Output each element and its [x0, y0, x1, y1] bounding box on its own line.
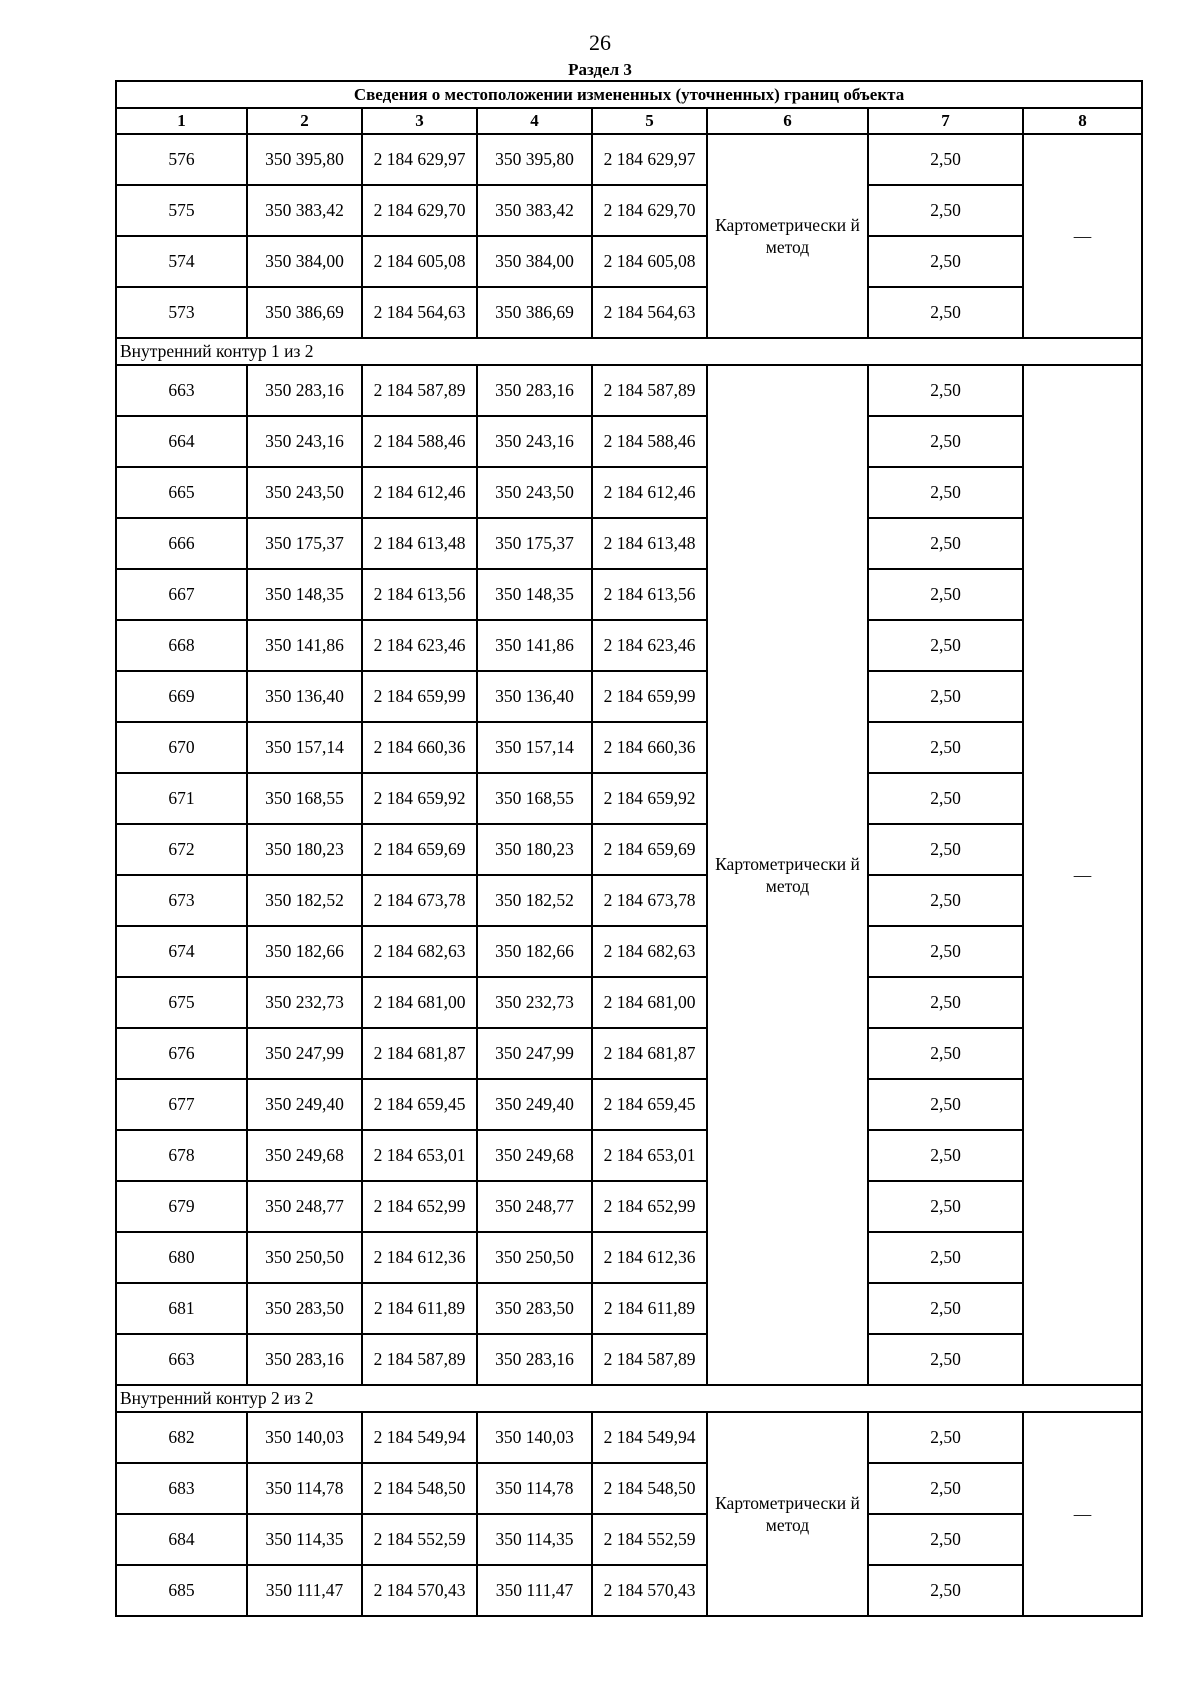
point-number-cell: 669 [116, 671, 247, 722]
y-new-cell: 2 184 564,63 [592, 287, 707, 338]
y-existing-cell: 2 184 681,00 [362, 977, 477, 1028]
accuracy-cell: 2,50 [868, 773, 1023, 824]
x-existing-cell: 350 383,42 [247, 185, 362, 236]
x-new-cell: 350 250,50 [477, 1232, 592, 1283]
point-number-cell: 668 [116, 620, 247, 671]
table-row [116, 1514, 1142, 1565]
y-new-cell: 2 184 629,97 [592, 134, 707, 185]
accuracy-cell: 2,50 [868, 1412, 1023, 1463]
y-new-cell: 2 184 659,92 [592, 773, 707, 824]
y-new-cell: 2 184 587,89 [592, 1334, 707, 1385]
x-existing-cell: 350 250,50 [247, 1232, 362, 1283]
table-row [116, 671, 1142, 722]
x-existing-cell: 350 249,68 [247, 1130, 362, 1181]
point-number-cell: 675 [116, 977, 247, 1028]
table-row [116, 1232, 1142, 1283]
y-existing-cell: 2 184 682,63 [362, 926, 477, 977]
y-existing-cell: 2 184 612,36 [362, 1232, 477, 1283]
y-new-cell: 2 184 548,50 [592, 1463, 707, 1514]
point-number-cell: 670 [116, 722, 247, 773]
table-row [116, 1181, 1142, 1232]
point-number-cell: 677 [116, 1079, 247, 1130]
table-row [116, 365, 1142, 416]
y-new-cell: 2 184 549,94 [592, 1412, 707, 1463]
point-number-cell: 674 [116, 926, 247, 977]
table-row [116, 569, 1142, 620]
y-new-cell: 2 184 652,99 [592, 1181, 707, 1232]
x-existing-cell: 350 243,50 [247, 467, 362, 518]
table-row [116, 518, 1142, 569]
point-number-cell: 573 [116, 287, 247, 338]
x-new-cell: 350 182,66 [477, 926, 592, 977]
x-new-cell: 350 182,52 [477, 875, 592, 926]
x-existing-cell: 350 395,80 [247, 134, 362, 185]
table-row [116, 416, 1142, 467]
x-new-cell: 350 243,50 [477, 467, 592, 518]
accuracy-cell: 2,50 [868, 824, 1023, 875]
x-existing-cell: 350 232,73 [247, 977, 362, 1028]
accuracy-cell: 2,50 [868, 134, 1023, 185]
x-new-cell: 350 247,99 [477, 1028, 592, 1079]
x-existing-cell: 350 283,16 [247, 1334, 362, 1385]
table-row [116, 1283, 1142, 1334]
point-number-cell: 681 [116, 1283, 247, 1334]
point-number-cell: 576 [116, 134, 247, 185]
accuracy-cell: 2,50 [868, 467, 1023, 518]
column-header: 3 [362, 108, 477, 134]
x-new-cell: 350 395,80 [477, 134, 592, 185]
x-existing-cell: 350 114,35 [247, 1514, 362, 1565]
x-new-cell: 350 111,47 [477, 1565, 592, 1616]
x-existing-cell: 350 384,00 [247, 236, 362, 287]
y-new-cell: 2 184 587,89 [592, 365, 707, 416]
y-new-cell: 2 184 629,70 [592, 185, 707, 236]
y-existing-cell: 2 184 613,48 [362, 518, 477, 569]
y-new-cell: 2 184 612,36 [592, 1232, 707, 1283]
contour-label: Внутренний контур 2 из 2 [116, 1385, 1142, 1412]
x-existing-cell: 350 182,66 [247, 926, 362, 977]
table-row [116, 467, 1142, 518]
x-new-cell: 350 248,77 [477, 1181, 592, 1232]
table-row [116, 875, 1142, 926]
point-number-cell: 676 [116, 1028, 247, 1079]
point-number-cell: 671 [116, 773, 247, 824]
table-row [116, 1130, 1142, 1181]
table-row [116, 1565, 1142, 1616]
table-title-row [116, 81, 1142, 108]
y-existing-cell: 2 184 652,99 [362, 1181, 477, 1232]
point-number-cell: 666 [116, 518, 247, 569]
point-number-cell: 678 [116, 1130, 247, 1181]
table-row [116, 185, 1142, 236]
x-new-cell: 350 249,68 [477, 1130, 592, 1181]
accuracy-cell: 2,50 [868, 185, 1023, 236]
y-existing-cell: 2 184 660,36 [362, 722, 477, 773]
y-existing-cell: 2 184 587,89 [362, 365, 477, 416]
x-new-cell: 350 148,35 [477, 569, 592, 620]
accuracy-cell: 2,50 [868, 722, 1023, 773]
y-existing-cell: 2 184 612,46 [362, 467, 477, 518]
point-number-cell: 665 [116, 467, 247, 518]
x-new-cell: 350 140,03 [477, 1412, 592, 1463]
accuracy-cell: 2,50 [868, 236, 1023, 287]
accuracy-cell: 2,50 [868, 1130, 1023, 1181]
x-new-cell: 350 243,16 [477, 416, 592, 467]
y-existing-cell: 2 184 659,69 [362, 824, 477, 875]
x-existing-cell: 350 249,40 [247, 1079, 362, 1130]
point-number-cell: 680 [116, 1232, 247, 1283]
y-existing-cell: 2 184 605,08 [362, 236, 477, 287]
y-new-cell: 2 184 623,46 [592, 620, 707, 671]
point-number-cell: 672 [116, 824, 247, 875]
x-existing-cell: 350 141,86 [247, 620, 362, 671]
x-existing-cell: 350 180,23 [247, 824, 362, 875]
table-row [116, 1463, 1142, 1514]
section-title: Раздел 3 [568, 60, 632, 79]
y-existing-cell: 2 184 623,46 [362, 620, 477, 671]
x-existing-cell: 350 243,16 [247, 416, 362, 467]
table-row [116, 134, 1142, 185]
accuracy-cell: 2,50 [868, 875, 1023, 926]
x-new-cell: 350 384,00 [477, 236, 592, 287]
method-cell: Картометрически й метод [707, 365, 868, 1385]
column-header: 6 [707, 108, 868, 134]
y-new-cell: 2 184 613,56 [592, 569, 707, 620]
x-new-cell: 350 283,16 [477, 1334, 592, 1385]
x-existing-cell: 350 182,52 [247, 875, 362, 926]
y-existing-cell: 2 184 588,46 [362, 416, 477, 467]
y-new-cell: 2 184 612,46 [592, 467, 707, 518]
x-new-cell: 350 168,55 [477, 773, 592, 824]
y-existing-cell: 2 184 659,99 [362, 671, 477, 722]
accuracy-cell: 2,50 [868, 1283, 1023, 1334]
point-number-cell: 574 [116, 236, 247, 287]
x-existing-cell: 350 111,47 [247, 1565, 362, 1616]
accuracy-cell: 2,50 [868, 518, 1023, 569]
contour-label-row [116, 1385, 1142, 1412]
y-new-cell: 2 184 682,63 [592, 926, 707, 977]
x-new-cell: 350 180,23 [477, 824, 592, 875]
y-existing-cell: 2 184 611,89 [362, 1283, 477, 1334]
y-existing-cell: 2 184 570,43 [362, 1565, 477, 1616]
point-number-cell: 663 [116, 365, 247, 416]
point-number-cell: 683 [116, 1463, 247, 1514]
y-new-cell: 2 184 681,87 [592, 1028, 707, 1079]
column-header: 4 [477, 108, 592, 134]
accuracy-cell: 2,50 [868, 926, 1023, 977]
accuracy-cell: 2,50 [868, 1463, 1023, 1514]
y-existing-cell: 2 184 613,56 [362, 569, 477, 620]
y-new-cell: 2 184 660,36 [592, 722, 707, 773]
x-existing-cell: 350 157,14 [247, 722, 362, 773]
y-existing-cell: 2 184 681,87 [362, 1028, 477, 1079]
coordinates-table [115, 80, 1143, 1617]
y-existing-cell: 2 184 549,94 [362, 1412, 477, 1463]
x-new-cell: 350 249,40 [477, 1079, 592, 1130]
table-row [116, 1412, 1142, 1463]
page-number: 26 [589, 30, 611, 55]
table-title: Сведения о местоположении измененных (уточненных) границ объекта [116, 81, 1142, 108]
accuracy-cell: 2,50 [868, 977, 1023, 1028]
accuracy-cell: 2,50 [868, 365, 1023, 416]
table-row [116, 1334, 1142, 1385]
y-existing-cell: 2 184 659,45 [362, 1079, 477, 1130]
point-number-cell: 575 [116, 185, 247, 236]
y-new-cell: 2 184 681,00 [592, 977, 707, 1028]
accuracy-cell: 2,50 [868, 416, 1023, 467]
y-new-cell: 2 184 659,45 [592, 1079, 707, 1130]
y-existing-cell: 2 184 548,50 [362, 1463, 477, 1514]
y-existing-cell: 2 184 564,63 [362, 287, 477, 338]
y-new-cell: 2 184 673,78 [592, 875, 707, 926]
y-existing-cell: 2 184 659,92 [362, 773, 477, 824]
method-cell: Картометрически й метод [707, 1412, 868, 1616]
x-existing-cell: 350 248,77 [247, 1181, 362, 1232]
x-existing-cell: 350 247,99 [247, 1028, 362, 1079]
table-row [116, 926, 1142, 977]
accuracy-cell: 2,50 [868, 1232, 1023, 1283]
x-new-cell: 350 283,16 [477, 365, 592, 416]
y-new-cell: 2 184 552,59 [592, 1514, 707, 1565]
x-new-cell: 350 136,40 [477, 671, 592, 722]
point-number-cell: 667 [116, 569, 247, 620]
note-cell: — [1023, 1412, 1142, 1616]
point-number-cell: 685 [116, 1565, 247, 1616]
accuracy-cell: 2,50 [868, 287, 1023, 338]
accuracy-cell: 2,50 [868, 1334, 1023, 1385]
x-existing-cell: 350 148,35 [247, 569, 362, 620]
column-header-row [116, 108, 1142, 134]
note-cell: — [1023, 365, 1142, 1385]
accuracy-cell: 2,50 [868, 1565, 1023, 1616]
column-header: 2 [247, 108, 362, 134]
table-row [116, 722, 1142, 773]
table-row [116, 1079, 1142, 1130]
x-new-cell: 350 386,69 [477, 287, 592, 338]
x-new-cell: 350 157,14 [477, 722, 592, 773]
x-new-cell: 350 141,86 [477, 620, 592, 671]
x-existing-cell: 350 114,78 [247, 1463, 362, 1514]
table-row [116, 824, 1142, 875]
table-row [116, 287, 1142, 338]
y-existing-cell: 2 184 629,97 [362, 134, 477, 185]
y-existing-cell: 2 184 629,70 [362, 185, 477, 236]
point-number-cell: 679 [116, 1181, 247, 1232]
accuracy-cell: 2,50 [868, 1514, 1023, 1565]
x-existing-cell: 350 136,40 [247, 671, 362, 722]
accuracy-cell: 2,50 [868, 620, 1023, 671]
point-number-cell: 673 [116, 875, 247, 926]
x-existing-cell: 350 283,16 [247, 365, 362, 416]
y-new-cell: 2 184 613,48 [592, 518, 707, 569]
table-row [116, 1028, 1142, 1079]
accuracy-cell: 2,50 [868, 1079, 1023, 1130]
y-new-cell: 2 184 570,43 [592, 1565, 707, 1616]
accuracy-cell: 2,50 [868, 569, 1023, 620]
table-row [116, 977, 1142, 1028]
table-row [116, 236, 1142, 287]
x-existing-cell: 350 175,37 [247, 518, 362, 569]
column-header: 5 [592, 108, 707, 134]
column-header: 1 [116, 108, 247, 134]
point-number-cell: 682 [116, 1412, 247, 1463]
contour-label: Внутренний контур 1 из 2 [116, 338, 1142, 365]
y-new-cell: 2 184 588,46 [592, 416, 707, 467]
x-new-cell: 350 114,35 [477, 1514, 592, 1565]
table-body [116, 81, 1142, 1616]
accuracy-cell: 2,50 [868, 1028, 1023, 1079]
y-existing-cell: 2 184 653,01 [362, 1130, 477, 1181]
x-new-cell: 350 175,37 [477, 518, 592, 569]
y-new-cell: 2 184 659,99 [592, 671, 707, 722]
point-number-cell: 664 [116, 416, 247, 467]
x-existing-cell: 350 283,50 [247, 1283, 362, 1334]
x-existing-cell: 350 386,69 [247, 287, 362, 338]
y-new-cell: 2 184 611,89 [592, 1283, 707, 1334]
y-new-cell: 2 184 605,08 [592, 236, 707, 287]
y-new-cell: 2 184 659,69 [592, 824, 707, 875]
y-existing-cell: 2 184 587,89 [362, 1334, 477, 1385]
x-new-cell: 350 283,50 [477, 1283, 592, 1334]
x-new-cell: 350 232,73 [477, 977, 592, 1028]
x-new-cell: 350 383,42 [477, 185, 592, 236]
point-number-cell: 663 [116, 1334, 247, 1385]
x-new-cell: 350 114,78 [477, 1463, 592, 1514]
column-header: 8 [1023, 108, 1142, 134]
y-existing-cell: 2 184 673,78 [362, 875, 477, 926]
note-cell: — [1023, 134, 1142, 338]
accuracy-cell: 2,50 [868, 671, 1023, 722]
method-cell: Картометрически й метод [707, 134, 868, 338]
column-header: 7 [868, 108, 1023, 134]
table-row [116, 773, 1142, 824]
table-row [116, 620, 1142, 671]
y-existing-cell: 2 184 552,59 [362, 1514, 477, 1565]
accuracy-cell: 2,50 [868, 1181, 1023, 1232]
y-new-cell: 2 184 653,01 [592, 1130, 707, 1181]
contour-label-row [116, 338, 1142, 365]
x-existing-cell: 350 168,55 [247, 773, 362, 824]
point-number-cell: 684 [116, 1514, 247, 1565]
x-existing-cell: 350 140,03 [247, 1412, 362, 1463]
